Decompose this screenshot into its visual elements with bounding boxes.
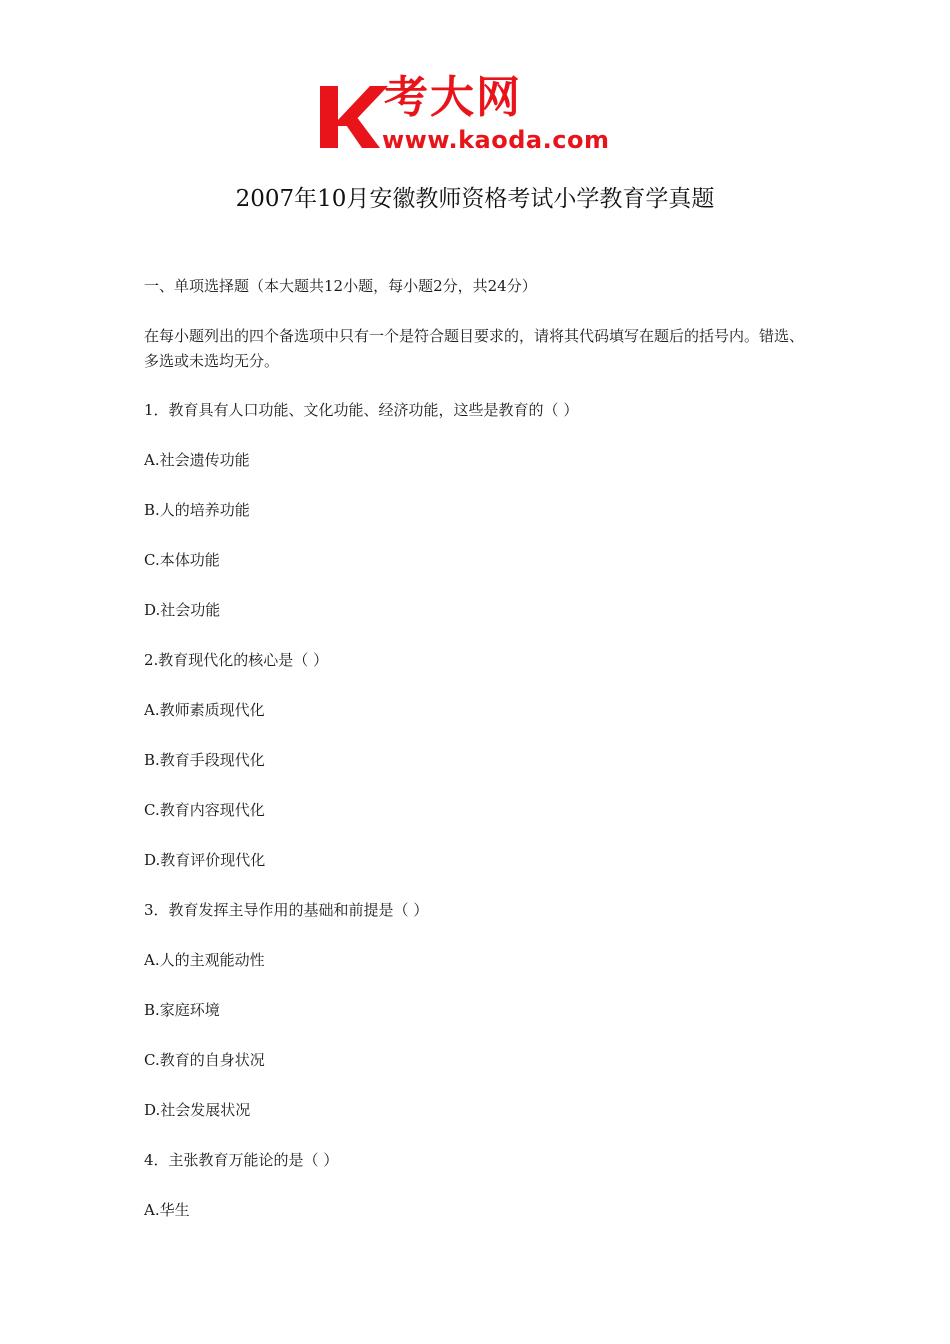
- question-option: C.教育的自身状况: [144, 1051, 265, 1069]
- question-option: C.教育内容现代化: [144, 801, 265, 819]
- question-option: C.本体功能: [144, 551, 220, 569]
- question-stem: 2.教育现代化的核心是（ ）: [144, 651, 329, 669]
- page-title: 2007年10月安徽教师资格考试小学教育学真题: [235, 186, 715, 212]
- kaoda-logo: [318, 72, 638, 160]
- question-option: B.教育手段现代化: [144, 751, 265, 769]
- question-option: A.华生: [144, 1201, 190, 1219]
- section-instructions: 在每小题列出的四个备选项中只有一个是符合题目要求的，请将其代码填写在题后的括号内。错选、多选或未选均无分。: [144, 327, 805, 370]
- section-heading: 一、单项选择题（本大题共12小题，每小题2分，共24分）: [144, 277, 537, 295]
- question-option: A.教师素质现代化: [144, 701, 265, 719]
- question-option: B.人的培养功能: [144, 501, 250, 519]
- question-option: A.社会遗传功能: [144, 451, 250, 469]
- question-stem: 1．教育具有人口功能、文化功能、经济功能，这些是教育的（ ）: [144, 401, 579, 419]
- question-option: D.教育评价现代化: [144, 851, 266, 869]
- question-option: A.人的主观能动性: [144, 951, 265, 969]
- k-logo-icon: [318, 82, 388, 152]
- logo-chinese-text: 考大网: [384, 72, 522, 123]
- question-option: D.社会功能: [144, 601, 221, 619]
- question-stem: 4．主张教育万能论的是（ ）: [144, 1151, 339, 1169]
- question-option: B.家庭环境: [144, 1001, 220, 1019]
- question-stem: 3．教育发挥主导作用的基础和前提是（ ）: [144, 901, 429, 919]
- question-option: D.社会发展状况: [144, 1101, 251, 1119]
- logo-url-text: www.kaoda.com: [382, 126, 610, 154]
- document-body: [144, 274, 814, 1223]
